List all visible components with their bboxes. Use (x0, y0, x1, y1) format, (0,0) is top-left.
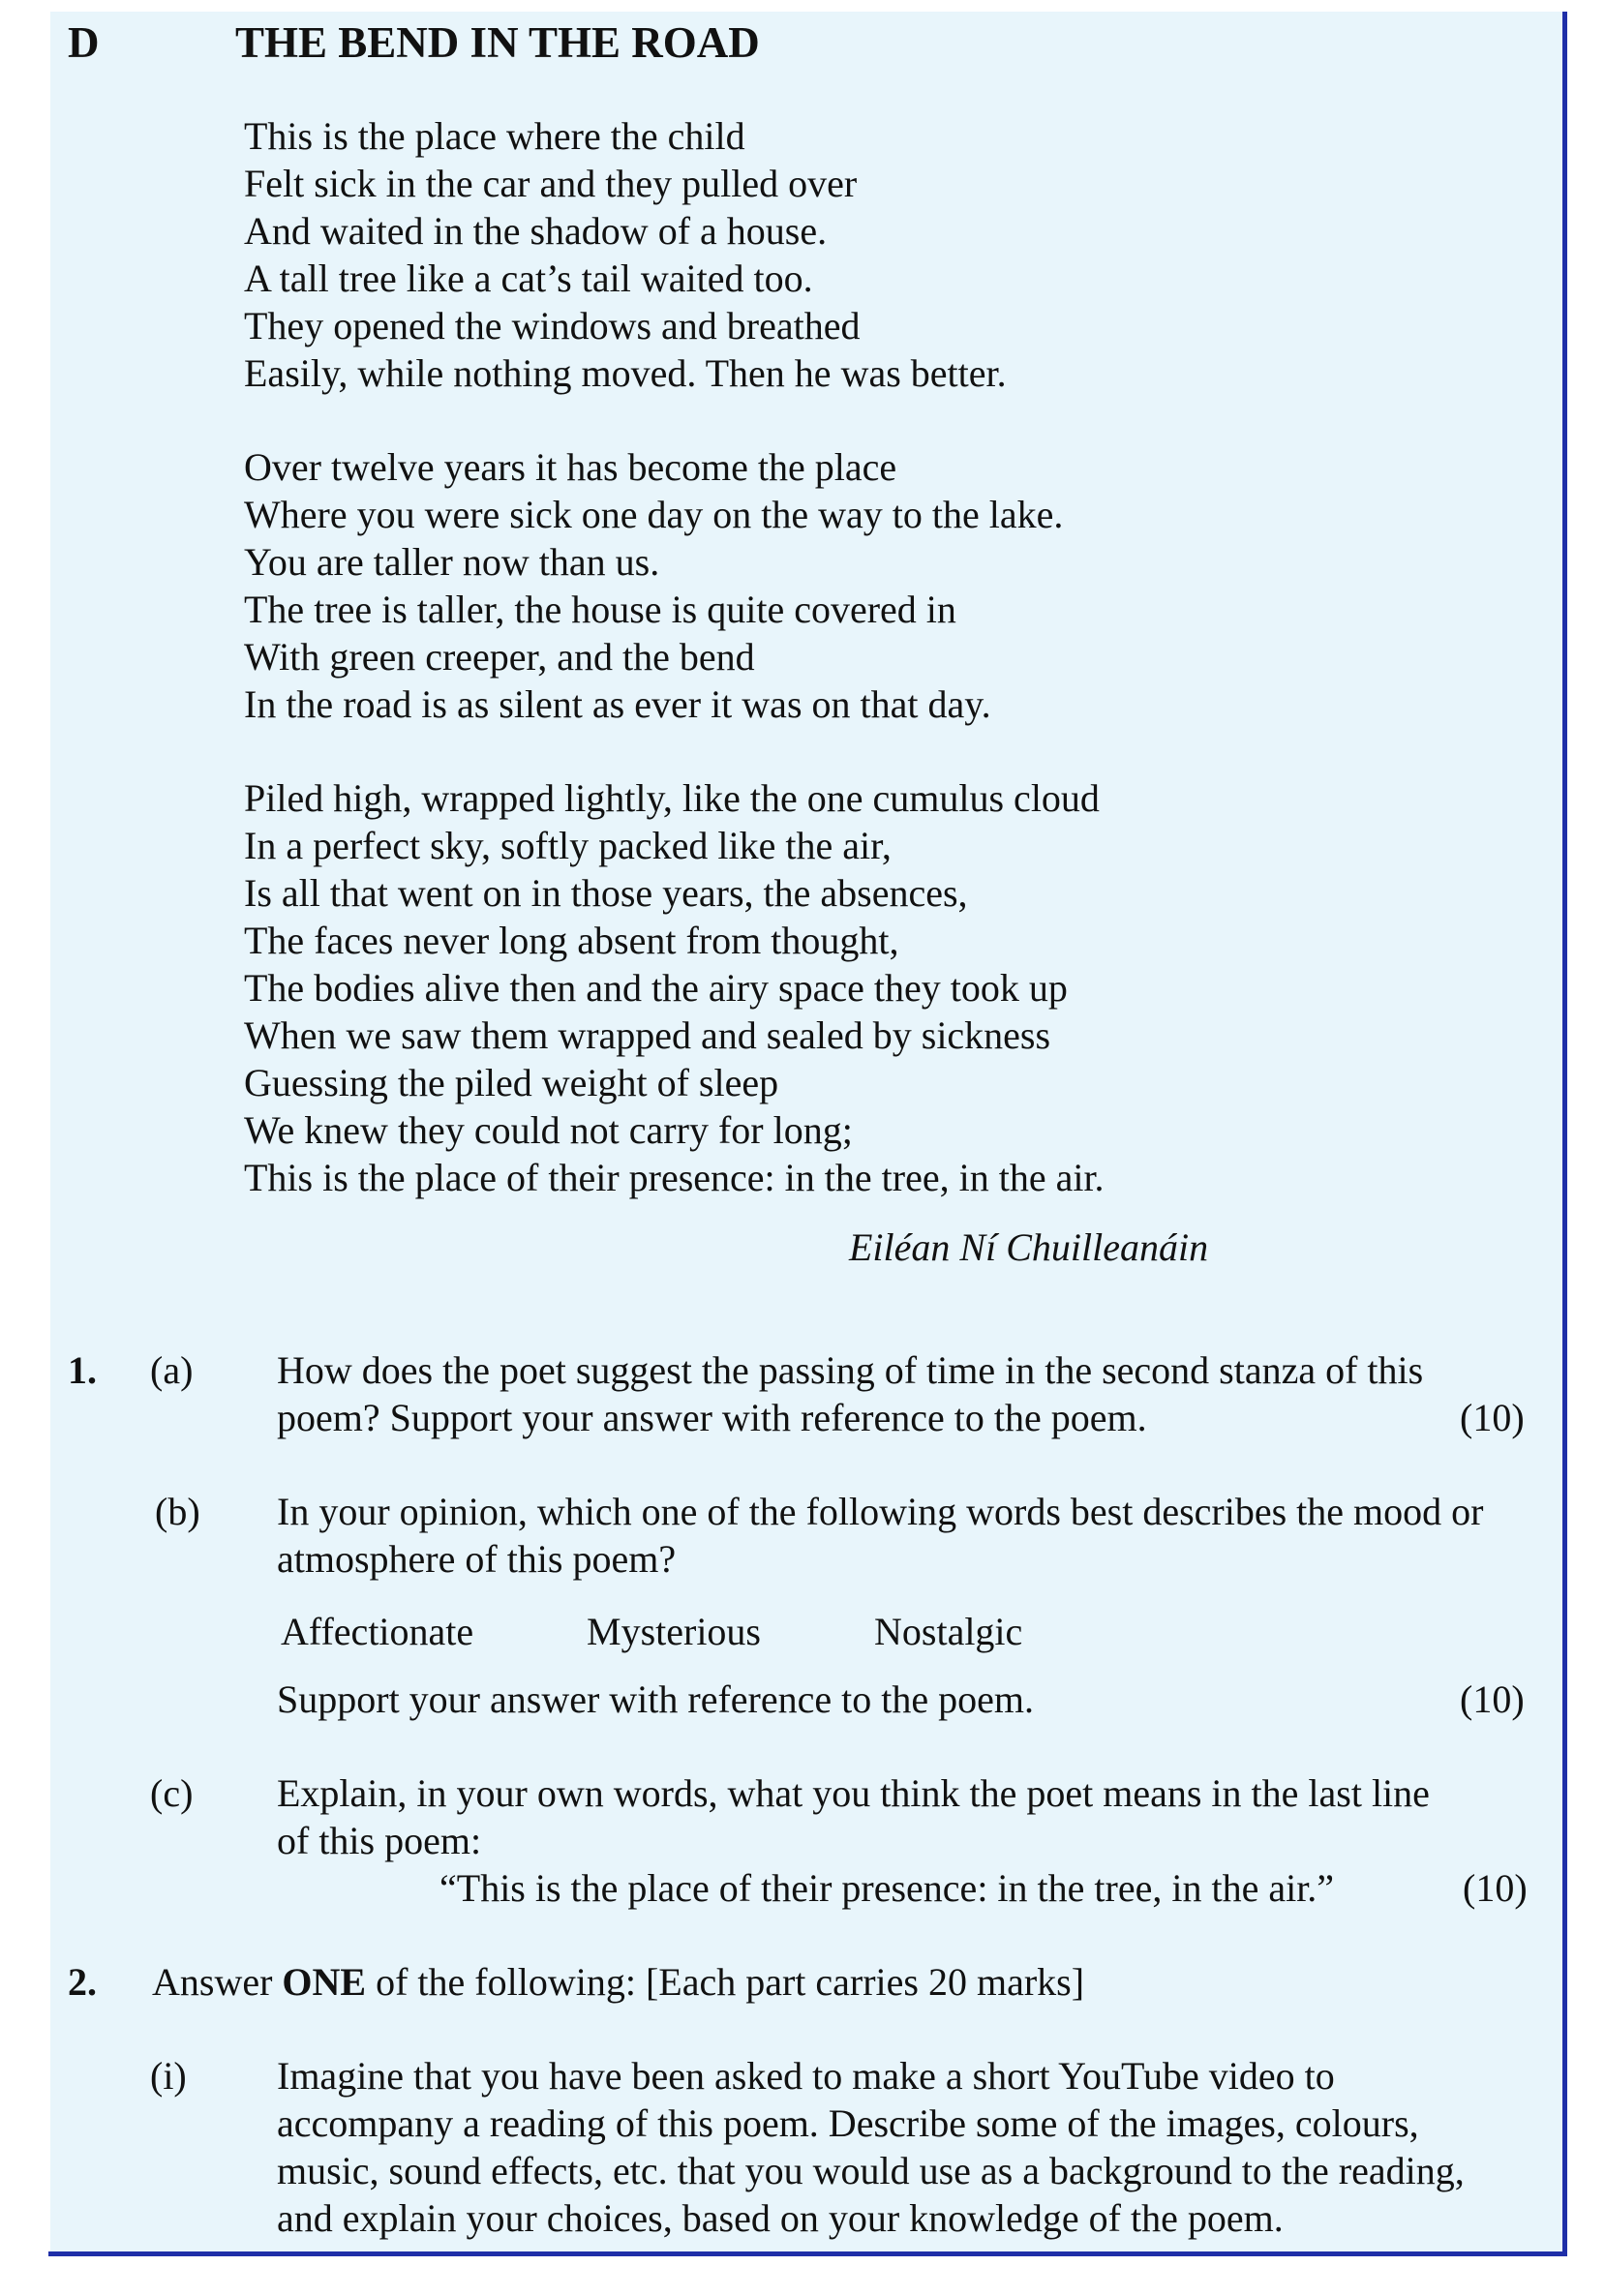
poem-line: Easily, while nothing moved. Then he was better. (244, 351, 1007, 395)
poem-line: Felt sick in the car and they pulled over (244, 162, 858, 205)
mood-option-mysterious: Mysterious (587, 1610, 761, 1653)
question-1a-label: (a) (150, 1348, 194, 1392)
poem-line: We knew they could not carry for long; (244, 1108, 853, 1152)
poem-line: They opened the windows and breathed (244, 304, 861, 347)
question-2-number: 2. (68, 1960, 97, 2004)
poem-line: In the road is as silent as ever it was on that day. (244, 682, 991, 726)
bottom-border-rule (48, 2251, 1567, 2256)
poem-title: THE BEND IN THE ROAD (235, 18, 760, 67)
question-1b-label: (b) (155, 1490, 200, 1533)
mood-option-nostalgic: Nostalgic (874, 1610, 1023, 1653)
question-line: Explain, in your own words, what you think the poet means in the last line (277, 1771, 1430, 1815)
question-line: Imagine that you have been asked to make a short YouTube video to (277, 2054, 1335, 2098)
question-1c-text (277, 1769, 1430, 1864)
question-line: In your opinion, which one of the following words best describes the mood or (277, 1490, 1484, 1533)
question-2i-text (277, 2052, 1465, 2242)
poem-stanza-2 (244, 443, 1063, 728)
question-1a-marks: (10) (1460, 1396, 1525, 1439)
question-1b-support: Support your answer with reference to the poem. (277, 1677, 1034, 1721)
poem-line: The faces never long absent from thought, (244, 919, 899, 962)
poem-line: Guessing the piled weight of sleep (244, 1061, 779, 1104)
poem-line: With green creeper, and the bend (244, 635, 755, 679)
question-1-number: 1. (68, 1348, 97, 1392)
poem-line: The tree is taller, the house is quite covered in (244, 588, 956, 631)
question-line: of this poem: (277, 1819, 482, 1862)
question-1c-quote: “This is the place of their presence: in the tree, in the air.” (439, 1866, 1335, 1910)
question-line: and explain your choices, based on your knowledge of the poem. (277, 2196, 1284, 2240)
question-line: atmosphere of this poem? (277, 1537, 677, 1581)
poem-line: And waited in the shadow of a house. (244, 209, 828, 253)
poem-line: Piled high, wrapped lightly, like the one cumulus cloud (244, 776, 1100, 820)
question-1c-marks: (10) (1463, 1866, 1528, 1910)
poem-line: Where you were sick one day on the way to the lake. (244, 493, 1064, 536)
question-2i-label: (i) (150, 2054, 187, 2098)
poem-stanza-3 (244, 774, 1105, 1201)
question-line: How does the poet suggest the passing of time in the second stanza of this (277, 1348, 1424, 1392)
question-2-intro (152, 1958, 1084, 2006)
question-line: music, sound effects, etc. that you would use as a background to the reading, (277, 2149, 1465, 2192)
question-1c-label: (c) (150, 1771, 194, 1815)
poem-line: Over twelve years it has become the place (244, 445, 897, 489)
question-1b-text (277, 1488, 1483, 1583)
section-letter: D (68, 18, 100, 67)
question-1b-marks: (10) (1460, 1677, 1525, 1721)
poem-line: This is the place of their presence: in the tree, in the air. (244, 1156, 1105, 1199)
question-1a-text (277, 1346, 1423, 1441)
intro-text-rest: of the following: [Each part carries 20 marks] (366, 1960, 1085, 2004)
poem-line: This is the place where the child (244, 114, 745, 158)
mood-option-affectionate: Affectionate (281, 1610, 474, 1653)
question-line: poem? Support your answer with reference to the poem. (277, 1396, 1147, 1439)
intro-emphasis: ONE (282, 1960, 367, 2004)
poem-stanza-1 (244, 112, 1007, 397)
poem-line: You are taller now than us. (244, 540, 660, 584)
question-line: accompany a reading of this poem. Describe some of the images, colours, (277, 2101, 1419, 2145)
intro-text: Answer (152, 1960, 283, 2004)
poem-line: In a perfect sky, softly packed like the air, (244, 824, 892, 867)
poem-author: Eiléan Ní Chuilleanáin (849, 1225, 1209, 1269)
poem-line: A tall tree like a cat’s tail waited too. (244, 257, 813, 300)
poem-line: Is all that went on in those years, the absences, (244, 871, 968, 915)
poem-line: When we saw them wrapped and sealed by sickness (244, 1013, 1051, 1057)
poem-line: The bodies alive then and the airy space they took up (244, 966, 1068, 1010)
right-border-rule (1562, 12, 1567, 2255)
